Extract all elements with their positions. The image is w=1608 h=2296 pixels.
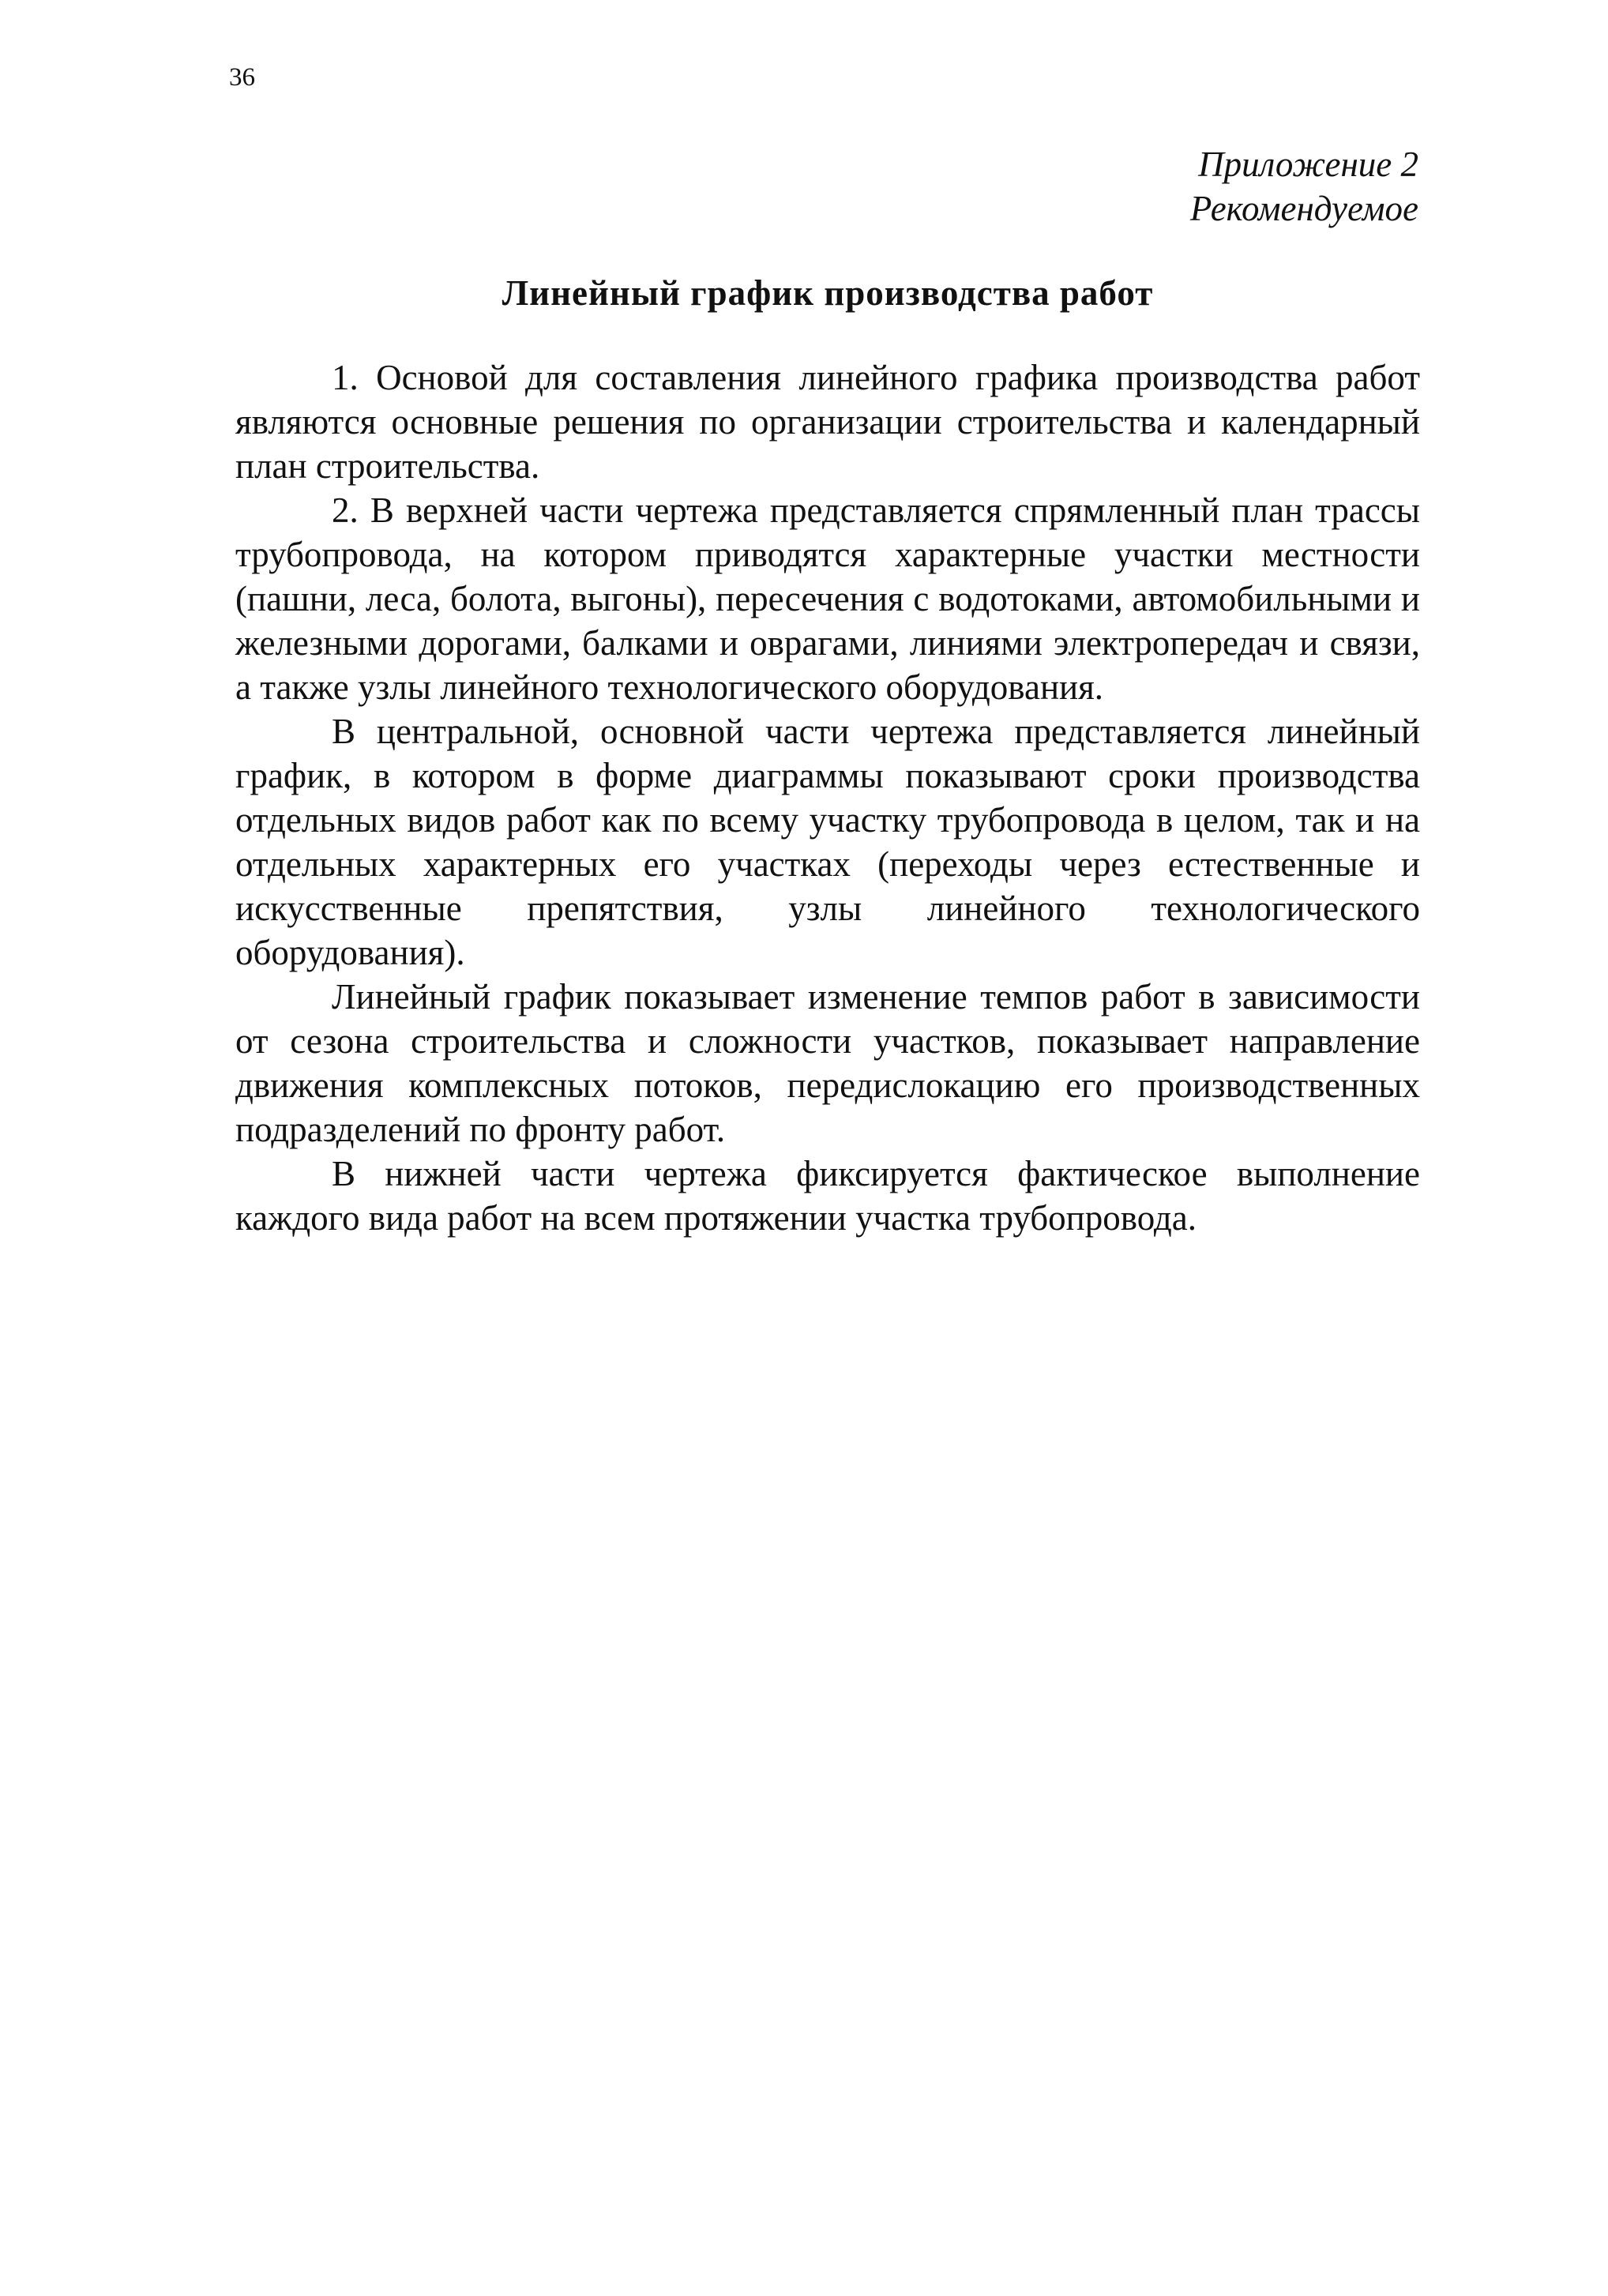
appendix-number: Приложение 2 <box>1198 145 1418 184</box>
document-body <box>235 355 1420 1240</box>
paragraph-4: Линейный график показывает изменение темпов работ в зависимости от сезона строительства и сложности участков, показывает направление движения комплексных потоков, передислокацию его производственных подразделений по фронту работ. <box>235 977 1420 1149</box>
paragraph-3: В центральной, основной части чертежа представляется линейный график, в котором в форме диаграммы показывают сроки производства отдельных видов работ как по всему участку трубопровода в целом, так и на отдельных характерных его участках (переходы через естественные и искусственные препятствия, узлы линейного технологического оборудования). <box>235 712 1420 972</box>
paragraph-1: 1. Основой для составления линейного графика производства работ являются основные решения по организации строительства и календарный план строительства. <box>235 358 1420 486</box>
appendix-label <box>1190 142 1418 231</box>
appendix-status: Рекомендуемое <box>1189 189 1418 228</box>
paragraph-5: В нижней части чертежа фиксируется фактическое выполнение каждого вида работ на всем протяжении участка трубопровода. <box>235 1154 1420 1238</box>
page-number: 36 <box>229 63 255 92</box>
paragraph-2: 2. В верхней части чертежа представляется спрямленный план трассы трубопровода, на котором приводятся характерные участки местности (пашни, леса, болота, выгоны), пересечения с водотоками, автомобильными и железными дорогами, балками и оврагами, линиями электропередач и связи, а также узлы линейного технологического оборудования. <box>235 490 1420 707</box>
document-title: Линейный график производства работ <box>502 273 1154 313</box>
